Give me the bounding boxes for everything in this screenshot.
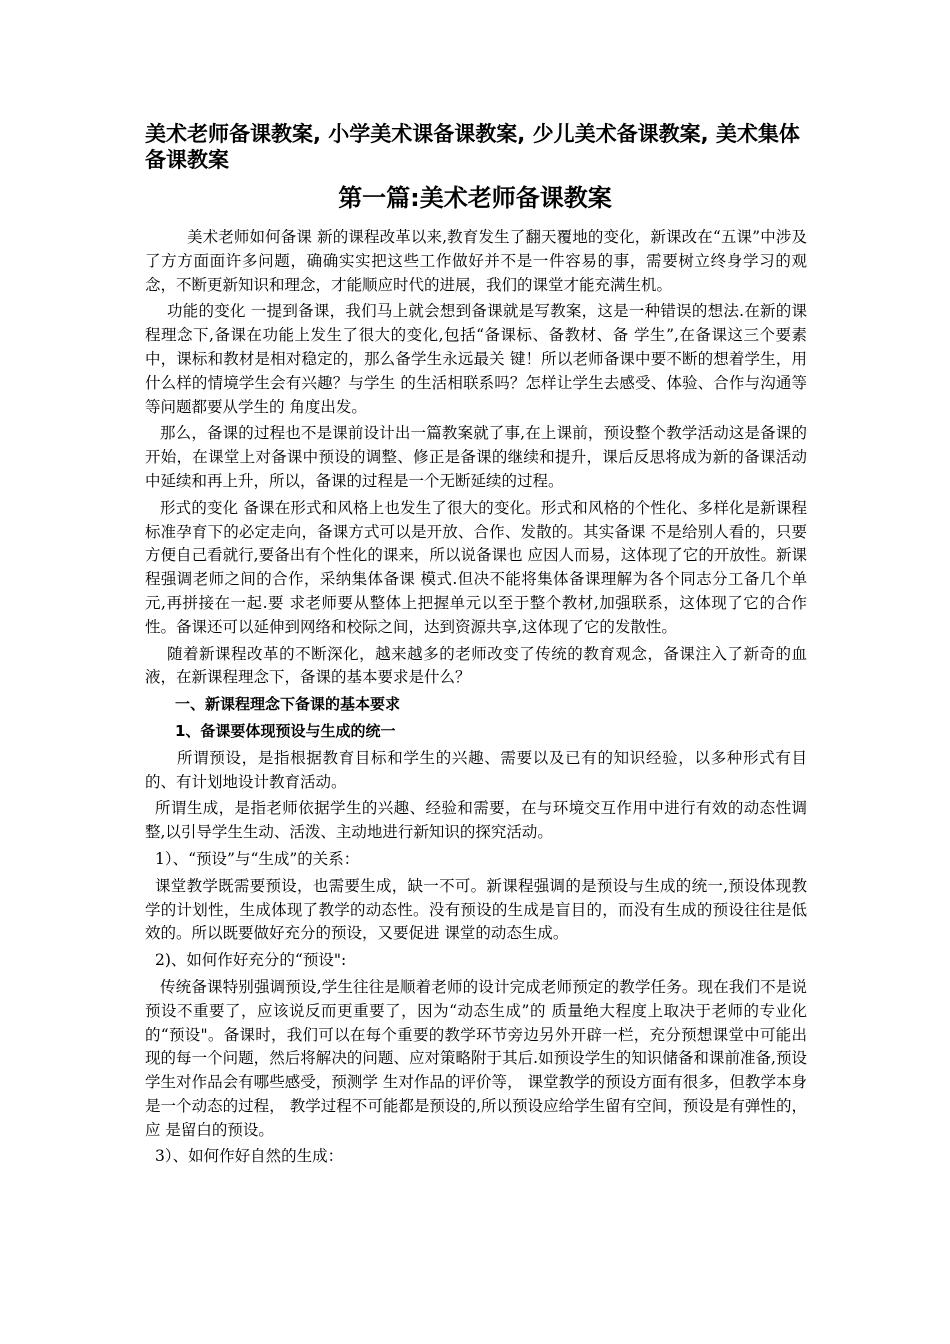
paragraph: 所谓生成，是指老师依据学生的兴趣、经验和需要，在与环境交互作用中进行有效的动态性调整,以引导学生生动、活泼、主动地进行新知识的探究活动。 — [145, 799, 807, 842]
paragraph: 美术老师如何备课 新的课程改革以来,教育发生了翻天覆地的变化，新课改在“五课”中涉及了方方面面许多问题，确确实实把这些工作做好并不是一件容易的事，需要树立终身学习的观念，不断更新知识和理念，才能顺应时代的进展，我们的课堂才能充满生机。 — [145, 228, 807, 294]
paragraph: 所谓预设，是指根据教育目标和学生的兴趣、需要以及已有的知识经验，以多种形式有目的、有计划地设计教育活动。 — [145, 748, 807, 791]
list-item-heading: 1）、“预设”与“生成”的关系： — [155, 849, 360, 868]
paragraph: 那么，备课的过程也不是课前设计出一篇教案就了事,在上课前，预设整个教学活动这是备课的开始，在课堂上对备课中预设的调整、修正是备课的继续和提升，课后反思将成为新的备课活动中延续和再上升，所以，备课的过程是一个无断延续的过程。 — [145, 424, 807, 490]
document-title: 美术老师备课教案, 小学美术课备课教案, 少儿美术备课教案, 美术集体备课教案 — [145, 122, 800, 172]
paragraph: 传统备课特别强调预设,学生往往是顺着老师的设计完成老师预定的教学任务。现在我们不是说预设不重要了，应该说反而更重要了，因为“动态生成”的 质量绝大程度上取决于老师的专业化的“预设"。备课时，我们可以在每个重要的教学环节旁边另外开辟一栏，充分预想课堂中可能出现的每一个问题，然后将解决的问题、应对策略附于其后.如预设学生的知识储备和课前准备,预设学生对作品会有哪些感受，预测学 生对作品的评价等， 课堂教学的预设方面有很多，但教学本身是一个动态的过程， 教学过程不可能都是预设的,所以预设应给学生留有空间，预设是有弹性的，应 是留白的预设。 — [145, 977, 807, 1139]
paragraph: 课堂教学既需要预设，也需要生成，缺一不可。新课程强调的是预设与生成的统一,预设体现教学的计划性，生成体现了教学的动态性。没有预设的生成是盲目的，而没有生成的预设往往是低效的。所以既要做好充分的预设，又要促进 课堂的动态生成。 — [145, 876, 807, 943]
list-item-heading: 3）、如何作好自然的生成： — [155, 1147, 344, 1166]
paragraph: 随着新课程改革的不断深化，越来越多的老师改变了传统的教育观念，备课注入了新奇的血液，在新课程理念下，备课的基本要求是什么？ — [145, 644, 807, 687]
paragraph: 形式的变化 备课在形式和风格上也发生了很大的变化。形式和风格的个性化、多样化是新课程标准孕育下的必定走向，备课方式可以是开放、合作、发散的。其实备课 不是给别人看的，只要方便自己看就行,要备出有个性化的课来，所以说备课也 应因人而易，这体现了它的开放性。新课程强调老师之间的合作，采纳集体备课 模式.但决不能将集体备课理解为各个同志分工备几个单元,再拼接在一起.要 求老师要从整体上把握单元以至于整个教材,加强联系，这体现了它的合作性。备课还可以延伸到网络和校际之间，达到资源共享,这体现了它的发散性。 — [145, 498, 807, 636]
subsection-heading: 1、备课要体现预设与生成的统一 — [175, 721, 396, 740]
section-heading: 一、新课程理念下备课的基本要求 — [175, 695, 401, 714]
list-item-heading: 2)、如何作好充分的“预设": — [155, 951, 347, 970]
paragraph: 功能的变化 一提到备课，我们马上就会想到备课就是写教案，这是一种错误的想法.在新的课程理念下,备课在功能上发生了很大的变化,包括“备课标、备教材、备 学生”,在备课这三个要素中，课标和教材是相对稳定的，那么备学生永远最关 键！所以老师备课中要不断的想着学生，用什么样的情境学生会有兴趣？与学生 的生活相联系吗？怎样让学生去感受、体验、合作与沟通等等问题都要从学生的 角度出发。 — [145, 302, 807, 416]
chapter-title: 第一篇:美术老师备课教案 — [338, 184, 612, 212]
document-body — [145, 226, 807, 1172]
